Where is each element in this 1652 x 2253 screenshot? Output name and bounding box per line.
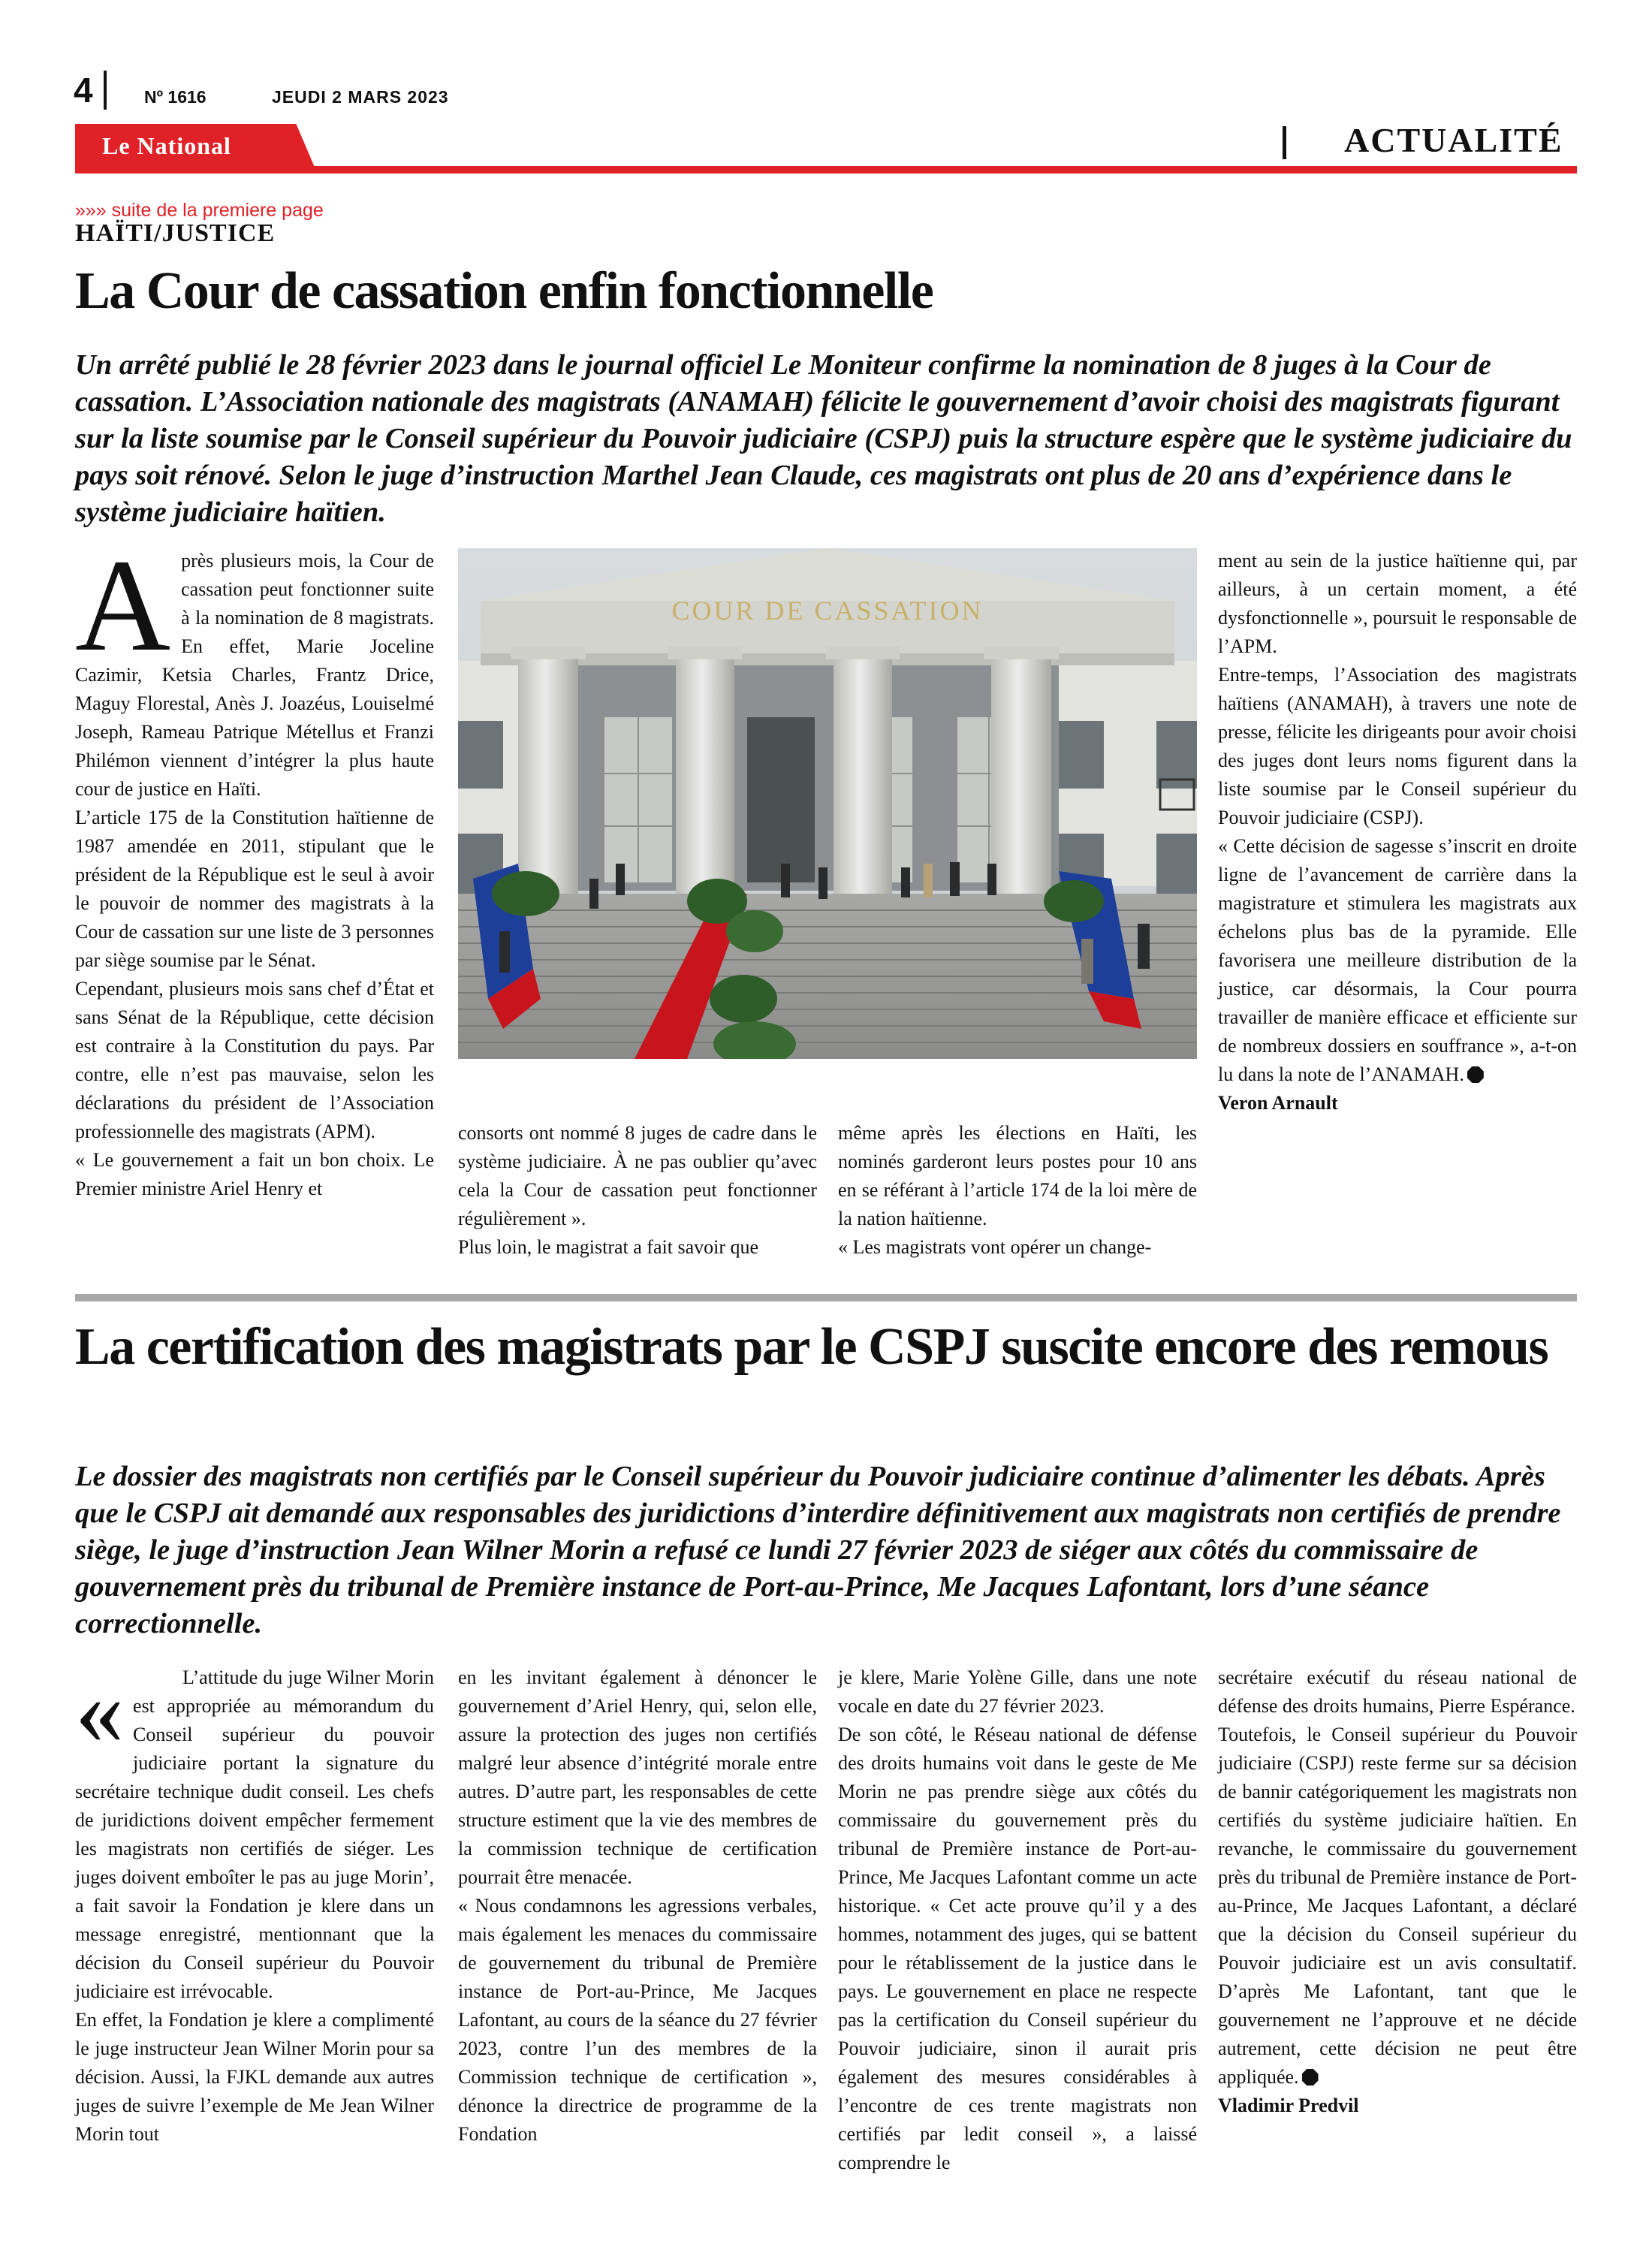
paragraph: Cependant, plusieurs mois sans chef d’État et sans Sénat de la République, cette décision est contraire à la Constitution du pays. Par contre, elle n’est pas mauvaise, selon les déclarations du président de l’Association professionnelle des magistrats (APM). — [75, 978, 434, 1142]
newspaper-name: Le National — [102, 132, 231, 159]
continued-note: »»» suite de la premiere page — [75, 200, 324, 221]
paragraph: Plus loin, le magistrat a fait savoir que — [458, 1236, 759, 1258]
page-number-divider — [104, 71, 107, 110]
paragraph: ment au sein de la justice haïtienne qui, par ailleurs, à un certain moment, a été dysfonctionnelle », poursuit le responsable de l’APM. — [1218, 550, 1577, 657]
paragraph: je klere, Marie Yolène Gille, dans une note vocale en date du 27 février 2023. — [838, 1666, 1197, 1717]
paragraph: L’attitude du juge Wilner Morin est appropriée au mémorandum du Conseil supérieur du pouvoir judiciaire portant la signature du secrétaire technique dudit conseil. Les chefs de juridictions doivent empêcher fermement les magistrats non certifiés de siéger. Les juges doivent emboîter le pas au juge Morin’, a fait savoir la Fondation je klere dans un message enregistré, mentionnant que la décision du Conseil supérieur du Pouvoir judiciaire est irrévocable. — [75, 1666, 434, 2002]
article-2-column-3 — [838, 1663, 1197, 2177]
paragraph: même après les élections en Haïti, les nominés garderont leurs postes pour 10 ans en se référant à l’article 174 de la loi mère de la nation haïtienne. — [838, 1122, 1197, 1229]
article-2-column-4 — [1218, 1663, 1577, 2120]
end-mark-icon — [1302, 2069, 1319, 2086]
article-kicker: HAÏTI/JUSTICE — [75, 219, 276, 247]
article-1-column-2 — [458, 1119, 817, 1262]
article-1-lede: Un arrêté publié le 28 février 2023 dans le journal officiel Le Moniteur confirme la nomination de 8 juges à la Cour de cassation. L’Association nationale des magistrats (ANAMAH) félicite le gouvernement d’avoir choisi des magistrats figurant sur la liste soumise par le Conseil supérieur du Pouvoir judiciaire (CSPJ) puis la structure espère que le système judiciaire du pays soit rénové. Selon le juge d’instruction Marthel Jean Claude, ces magistrats ont plus de 20 ans d’expérience dans le système judiciaire haïtien. — [75, 349, 1572, 528]
header-rule — [75, 166, 1577, 173]
paragraph: en les invitant également à dénoncer le gouvernement d’Ariel Henry, qui, selon elle, assure la protection des juges non certifiés malgré leur absence d’intégrité morale entre autres. D’autre part, les responsables de cette structure estiment que la vie des membres de la commission technique de certification pourrait être menacée. — [458, 1666, 817, 1888]
article-1-column-3 — [838, 1119, 1197, 1262]
paragraph: secrétaire exécutif du réseau national de défense des droits humains, Pierre Espérance. — [1218, 1666, 1577, 1717]
article-2-headline: La certification des magistrats par le CSPJ suscite encore des remous — [75, 1318, 1548, 1376]
paragraph: « Les magistrats vont opérer un change- — [838, 1236, 1152, 1258]
paragraph: « Le gouvernement a fait un bon choix. Le Premier ministre Ariel Henry et — [75, 1149, 434, 1199]
paragraph: Entre-temps, l’Association des magistrats haïtiens (ANAMAH), à travers une note de presse, félicite les dirigeants pour avoir choisi des juges dont leurs noms figurent dans la liste soumise par le Conseil supérieur du Pouvoir judiciaire (CSPJ). — [1218, 664, 1577, 828]
court-of-cassation-photo — [458, 548, 1197, 1059]
article-1-column-4 — [1218, 547, 1577, 1117]
article-2-lede: Le dossier des magistrats non certifiés par le Conseil supérieur du Pouvoir judiciaire continue d’alimenter les débats. Après que le CSPJ ait demandé aux responsables des juridictions d’interdire définitivement aux magistrats non certifiés de prendre siège, le juge d’instruction Jean Wilner Morin a refusé ce lundi 27 février 2023 de siéger aux côtés du commissaire de gouvernement près du tribunal de Première instance de Port-au-Prince, Me Jacques Lafontant, lors d’une séance correctionnelle. — [75, 1461, 1561, 1639]
article-2-column-2 — [458, 1663, 817, 2149]
drop-cap: A — [75, 532, 171, 679]
paragraph: En effet, la Fondation je klere a complimenté le juge instructeur Jean Wilner Morin pour sa décision. Aussi, la FJKL demande aux autres juges de suivre l’exemple de Me Jean Wilner Morin tout — [75, 2009, 434, 2145]
paragraph-text: Toutefois, le Conseil supérieur du Pouvoir judiciaire (CSPJ) reste ferme sur sa décision de bannir catégoriquement les magistrats non certifiés du système judiciaire haïtien. En revanche, le commissaire du gouvernement près du tribunal de Première instance de Port-au-Prince, Me Jacques Lafontant, a déclaré que la décision du Conseil supérieur du Pouvoir judiciaire est un avis consultatif. D’après Me Lafontant, tant que le gouvernement ne l’approuve et ne décide autrement, cette décision ne peut être appliquée. — [1218, 1724, 1577, 2088]
building-sign: COUR DE CASSATION — [671, 596, 984, 626]
issue-number: Nº 1616 — [144, 87, 206, 107]
paragraph: De son côté, le Réseau national de défense des droits humains voit dans le geste de Me Morin ne pas prendre siège aux côtés du commissaire du gouvernement près du tribunal de Première instance de Port-au-Prince, Me Jacques Lafontant comme un acte historique. « Cet acte prouve qu’il y a des hommes, notamment des juges, qui se battent pour le rétablissement de la justice dans le pays. Le gouvernement en place ne respecte pas la certification du Conseil supérieur du Pouvoir judiciaire, sinon il aurait pris également des mesures considérables à l’encontre de ces trente magistrats non certifiés par ledit conseil », a laissé comprendre le — [838, 1724, 1197, 2173]
section-title: ACTUALITÉ — [1344, 121, 1563, 159]
byline: Vladimir Predvil — [1218, 2095, 1359, 2116]
section-divider — [1283, 126, 1286, 159]
paragraph — [1218, 1721, 1577, 2092]
page-number: 4 — [74, 71, 93, 110]
paragraph: « Nous condamnons les agressions verbales, mais également les menaces du commissaire de gouvernement du tribunal de Première instance de Port-au-Prince, Me Jacques Lafontant, au cours de la séance du 27 février 2023, contre l’un des membres de la Commission technique de certification », dénonce la directrice de programme de la Fondation — [458, 1895, 817, 2145]
issue-date: JEUDI 2 MARS 2023 — [272, 87, 449, 107]
article-1-headline: La Cour de cassation enfin fonctionnelle — [75, 262, 933, 320]
quote-mark: « — [75, 1657, 124, 1765]
end-mark-icon — [1467, 1066, 1484, 1083]
paragraph — [1218, 832, 1577, 1089]
article-1-column-1 — [75, 532, 435, 1203]
paragraph-text: « Cette décision de sagesse s’inscrit en droite ligne de l’avancement de carrière dans la magistrature et stimulera les magistrats aux échelons plus bas de la pyramide. Elle favorisera une meilleure distribution de la justice, car désormais, la Cour pourra travailler de manière efficace et efficiente sur de nombreux dossiers en souffrance », a-t-on lu dans la note de l’ANAMAH. — [1218, 835, 1577, 1085]
article-2-column-1 — [75, 1657, 434, 2149]
paragraph: L’article 175 de la Constitution haïtienne de 1987 amendée en 2011, stipulant que le président de la République est le seul à avoir le pouvoir de nommer des magistrats à la Cour de cassation sur une liste de 3 personnes par siège soumise par le Sénat. — [75, 807, 435, 971]
paragraph: consorts ont nommé 8 juges de cadre dans le système judiciaire. À ne pas oublier qu’avec cela la Cour de cassation peut fonctionner régulièrement ». — [458, 1122, 817, 1229]
byline: Veron Arnault — [1218, 1092, 1338, 1114]
article-separator — [75, 1294, 1577, 1301]
paragraph: près plusieurs mois, la Cour de cassation peut fonctionner suite à la nomination de 8 magistrats. En effet, Marie Joceline Cazimir, Ketsia Charles, Frantz Drice, Maguy Florestal, Anès J. Joazéus, Louiselmé Joseph, Rameau Patrique Métellus et Franzi Philémon viennent d’intégrer la plus haute cour de justice en Haïti. — [75, 550, 434, 800]
